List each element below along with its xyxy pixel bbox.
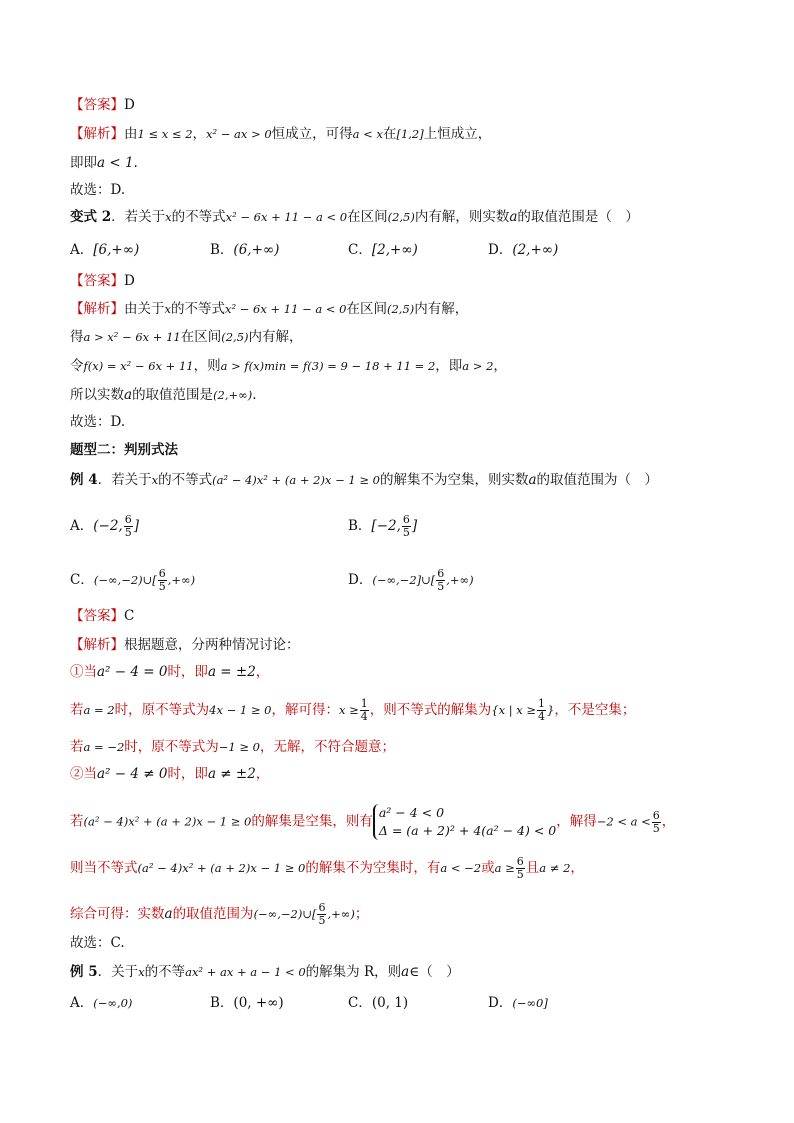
math: (a² − 4)x² + (a + 2)x − 1 ≥ 0 — [212, 473, 380, 487]
text: 即即 — [70, 155, 97, 171]
fraction — [516, 856, 525, 881]
option-a — [70, 993, 132, 1013]
case-line — [70, 902, 368, 927]
math: a = −2 — [83, 740, 125, 754]
math: (0, +∞) — [233, 995, 284, 1011]
math: (−∞,−2)∪[ — [93, 573, 157, 587]
math: ] — [411, 518, 418, 534]
fraction — [360, 698, 369, 723]
text: ①当 — [70, 664, 97, 680]
fraction — [317, 902, 326, 927]
math: } — [547, 703, 555, 717]
denominator: 5 — [516, 868, 524, 881]
fraction — [436, 568, 445, 593]
math: (a² − 4)x² + (a + 2)x − 1 ≥ 0 — [137, 861, 306, 875]
text: ， — [570, 860, 584, 876]
text: 在 — [382, 126, 397, 142]
text: 内有解， — [414, 301, 469, 317]
text: 的解集是空集，则有 — [251, 813, 373, 830]
text-line — [70, 153, 138, 173]
math: (2,5) — [221, 330, 249, 344]
text: ，则 — [193, 358, 221, 374]
text: ．关于 — [97, 964, 139, 980]
fraction — [124, 514, 133, 539]
text: 的取值范围为（ ） — [536, 472, 659, 488]
text: ，解得 — [556, 813, 597, 830]
math: x — [164, 302, 171, 316]
text-line — [70, 327, 303, 347]
math: f(x) = x² − 6x + 11 — [83, 359, 194, 373]
option-label: D． — [488, 995, 513, 1011]
math: x ≥ — [338, 703, 359, 717]
text: ， — [661, 813, 676, 830]
text: ，解可得： — [271, 702, 339, 718]
math: a — [401, 964, 410, 980]
case-line — [70, 662, 269, 682]
question-line — [70, 470, 658, 490]
text-line — [70, 356, 507, 376]
math: −2 < a < — [596, 814, 651, 829]
analysis-tag: 【解析】 — [70, 126, 124, 142]
numerator: 6 — [318, 901, 326, 914]
math: a < x — [352, 127, 383, 141]
analysis-line — [70, 124, 491, 144]
text: ∈（ ） — [409, 964, 460, 980]
text: 在区间 — [347, 209, 388, 225]
math: ,+∞) — [446, 573, 474, 587]
text: 的解集不为空集，则实数 — [379, 472, 529, 488]
analysis-line — [70, 635, 300, 655]
math: x — [138, 965, 145, 979]
case-line — [70, 737, 395, 757]
math: x — [151, 473, 159, 487]
numerator: 6 — [402, 513, 410, 526]
text: 的取值范围是（ ） — [517, 209, 639, 225]
text: 若 — [70, 813, 84, 830]
option-label: C． — [348, 995, 372, 1011]
text: ， — [192, 126, 207, 142]
math: [−2, — [371, 518, 401, 534]
math: (−2, — [93, 518, 123, 534]
text: 的不等 — [144, 964, 186, 980]
text: 的取值范围是 — [132, 387, 214, 403]
denominator: 5 — [402, 526, 410, 539]
math: (2,5) — [387, 302, 415, 316]
numerator: 6 — [124, 513, 132, 526]
text: 的取值范围为 — [172, 906, 254, 922]
text: 根据题意，分两种情况讨论： — [124, 637, 300, 653]
math: a > x² − 6x + 11 — [83, 330, 181, 344]
text: 的解集为 R，则 — [305, 964, 402, 980]
text: 令 — [70, 358, 84, 374]
math: (−∞,−2)∪[ — [253, 907, 317, 921]
option-c — [70, 568, 195, 593]
math: x² − 6x + 11 − a < 0 — [225, 210, 348, 224]
option-a — [70, 514, 139, 539]
option-b — [210, 993, 284, 1013]
math: (0, 1) — [371, 995, 409, 1011]
text-line — [70, 385, 257, 405]
text: 内有解， — [248, 329, 303, 345]
math: ,+∞) — [327, 907, 355, 921]
text: 由关于 — [124, 301, 165, 317]
option-label: B． — [210, 995, 234, 1011]
numerator: 1 — [538, 697, 546, 710]
text: ，不是空集； — [554, 702, 636, 718]
math: a > 2 — [462, 359, 494, 373]
text: 的不等式 — [171, 209, 226, 225]
math: (−∞,0) — [93, 996, 133, 1010]
denominator: 5 — [437, 580, 445, 593]
text: 综合可得：实数 — [70, 906, 165, 922]
denominator: 5 — [158, 580, 166, 593]
answer-value: C — [124, 608, 135, 624]
option-label: B． — [210, 242, 234, 258]
answer-line — [70, 271, 135, 291]
text: ，无解，不符合题意； — [259, 739, 395, 755]
math: (2,5) — [387, 210, 415, 224]
math: a > f(x)min = f(3) = 9 − 18 + 11 = 2 — [220, 359, 436, 373]
denominator: 5 — [318, 914, 326, 927]
fraction — [652, 810, 661, 835]
analysis-line — [70, 299, 468, 319]
system-row: Δ = (a + 2)² + 4(a² − 4) < 0 — [378, 823, 557, 838]
question-line — [70, 207, 639, 227]
numerator: 6 — [652, 808, 660, 822]
option-b — [210, 240, 279, 260]
denominator: 5 — [652, 821, 660, 835]
question-number: 例 5 — [70, 964, 98, 980]
math: a² − 4 ≠ 0 — [97, 766, 168, 782]
math: a < −2 — [440, 861, 482, 875]
question-number: 例 4 — [70, 472, 98, 488]
text: 的解集不为空集时，有 — [305, 860, 441, 876]
choice-line: 故选：D. — [70, 182, 126, 198]
math: (2,+∞) — [213, 388, 253, 402]
text: 的不等式 — [171, 301, 225, 317]
option-d — [348, 568, 474, 593]
math: 4x − 1 ≥ 0 — [209, 703, 272, 717]
option-c — [348, 240, 418, 260]
text: ，则不等式的解集为 — [369, 702, 492, 718]
text: 时，原不等式为 — [114, 702, 210, 718]
text: 时，原不等式为 — [124, 739, 219, 755]
text: 则当不等式 — [70, 860, 138, 876]
system-row: a² − 4 < 0 — [378, 805, 445, 820]
text: 所以实数 — [70, 387, 124, 403]
numerator: 1 — [360, 697, 368, 710]
text: 上恒成立， — [423, 126, 492, 142]
option-c — [348, 993, 408, 1013]
math: x² − ax > 0 — [206, 127, 272, 141]
case-line — [70, 764, 269, 784]
math: (2,+∞) — [512, 242, 559, 258]
question-line — [70, 962, 460, 982]
fraction — [158, 568, 167, 593]
numerator: 6 — [437, 567, 445, 580]
answer-value: D — [124, 273, 135, 289]
math: {x | x ≥ — [491, 703, 537, 717]
choice-line: 故选：D. — [70, 414, 126, 430]
math: a — [509, 209, 518, 225]
math: a — [124, 387, 133, 403]
equation-system — [373, 804, 556, 840]
case-line — [70, 804, 675, 840]
text: 时，即 — [167, 766, 208, 782]
text: 由 — [124, 126, 138, 142]
math: [1,2] — [396, 127, 424, 141]
math: [6,+∞) — [93, 242, 140, 258]
option-label: B． — [348, 518, 372, 534]
option-label: D． — [488, 242, 513, 258]
option-label: A． — [70, 995, 94, 1011]
math: a < 1. — [97, 155, 138, 171]
math: a = ±2 — [207, 664, 256, 680]
text: ，即 — [435, 358, 463, 374]
math: (a² − 4)x² + (a + 2)x − 1 ≥ 0 — [83, 814, 252, 829]
math: a ≠ 2 — [539, 861, 571, 875]
denominator: 5 — [124, 526, 132, 539]
text: 内有解，则实数 — [414, 209, 510, 225]
case-line — [70, 698, 635, 723]
answer-tag: 【答案】 — [70, 273, 124, 289]
text: ．若关于 — [97, 472, 152, 488]
math: (−∞0] — [512, 996, 548, 1010]
section-heading: 题型二：判别式法 — [70, 442, 178, 458]
option-a — [70, 240, 139, 260]
text: 的不等式 — [158, 472, 213, 488]
fraction — [537, 698, 546, 723]
option-label: A． — [70, 242, 94, 258]
text: ， — [493, 358, 507, 374]
math: ax² + ax + a − 1 < 0 — [185, 965, 306, 979]
numerator: 6 — [516, 855, 524, 868]
text: . — [252, 387, 257, 403]
option-b — [348, 514, 417, 539]
math: x² − 6x + 11 − a < 0 — [225, 302, 347, 316]
option-label: D． — [348, 572, 373, 588]
math: [2,+∞) — [371, 242, 418, 258]
answer-tag: 【答案】 — [70, 97, 124, 113]
math: a = 2 — [83, 703, 115, 717]
case-line — [70, 856, 584, 881]
text: 若 — [70, 739, 84, 755]
text: ； — [354, 906, 369, 922]
answer-line — [70, 606, 134, 626]
math: 1 ≤ x ≤ 2 — [137, 127, 193, 141]
option-label: C． — [348, 242, 372, 258]
answer-line — [70, 95, 135, 115]
math: ,+∞) — [167, 573, 196, 587]
option-label: C． — [70, 572, 94, 588]
numerator: 6 — [158, 567, 166, 580]
text: 若 — [70, 702, 84, 718]
option-d — [488, 993, 548, 1013]
choice-line: 故选：C. — [70, 935, 125, 951]
text: ， — [255, 766, 270, 782]
text: 恒成立，可得 — [271, 126, 353, 142]
math: (6,+∞) — [233, 242, 280, 258]
analysis-tag: 【解析】 — [70, 637, 124, 653]
math: a — [164, 906, 173, 922]
text: ②当 — [70, 766, 97, 782]
math: a ≠ ±2 — [207, 766, 256, 782]
answer-value: D — [124, 97, 135, 113]
text: 在区间 — [346, 301, 387, 317]
math: x — [165, 210, 172, 224]
text: 得 — [70, 329, 84, 345]
math: a — [528, 472, 537, 488]
analysis-tag: 【解析】 — [70, 301, 124, 317]
fraction — [402, 514, 411, 539]
text: ， — [255, 664, 270, 680]
option-d — [488, 240, 558, 260]
text: 或 — [481, 860, 495, 876]
option-label: A． — [70, 518, 94, 534]
math: a ≥ — [494, 861, 515, 875]
math: a² − 4 = 0 — [97, 664, 168, 680]
text: 在区间 — [180, 329, 222, 345]
math: (−∞,−2]∪[ — [372, 573, 436, 587]
math: ] — [133, 518, 139, 534]
denominator: 4 — [538, 710, 546, 723]
denominator: 4 — [360, 710, 368, 723]
text: ．若关于 — [111, 209, 166, 225]
question-number: 变式 2 — [70, 209, 112, 225]
answer-tag: 【答案】 — [70, 608, 124, 624]
text: 时，即 — [167, 664, 208, 680]
text: 且 — [525, 860, 540, 876]
math: −1 ≥ 0 — [218, 740, 260, 754]
